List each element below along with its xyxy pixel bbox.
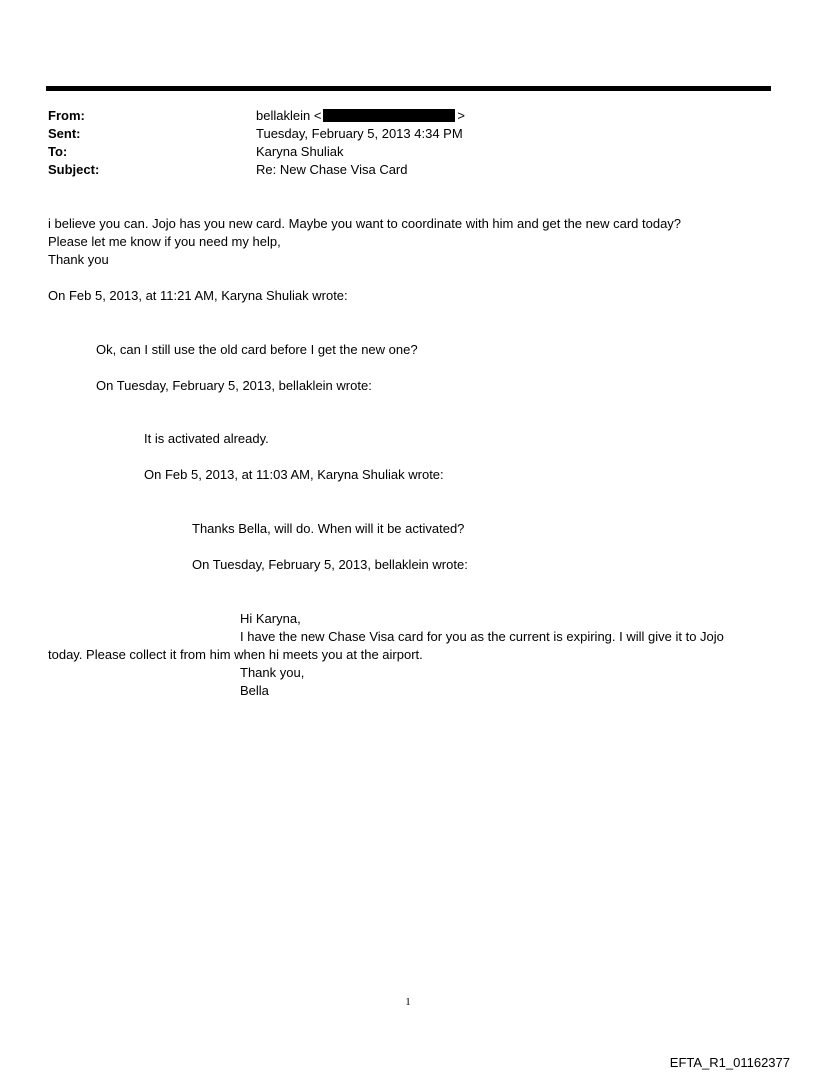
from-name: bellaklein < <box>256 108 322 123</box>
original-line: Bella <box>240 683 269 698</box>
from-close: > <box>457 108 465 123</box>
original-line: Hi Karyna, <box>240 611 301 626</box>
quote4-attribution: On Tuesday, February 5, 2013, bellaklein wrote: <box>192 557 468 572</box>
original-line: I have the new Chase Visa card for you as the current is expiring. I will give it to Jojo <box>240 629 724 644</box>
to-value: Karyna Shuliak <box>256 144 344 159</box>
quote2-attribution: On Tuesday, February 5, 2013, bellaklein wrote: <box>96 378 372 393</box>
document-id: EFTA_R1_01162377 <box>669 1055 790 1070</box>
sent-label: Sent: <box>48 126 81 141</box>
original-line: Thank you, <box>240 665 305 680</box>
subject-value: Re: New Chase Visa Card <box>256 162 408 177</box>
subject-label: Subject: <box>48 162 100 177</box>
quote3-text: Thanks Bella, will do. When will it be activated? <box>192 521 465 536</box>
sent-value: Tuesday, February 5, 2013 4:34 PM <box>256 126 463 141</box>
original-line: today. Please collect it from him when hi meets you at the airport. <box>48 647 423 662</box>
from-label: From: <box>48 108 85 123</box>
quote3-attribution: On Feb 5, 2013, at 11:03 AM, Karyna Shuliak wrote: <box>144 467 444 482</box>
to-label: To: <box>48 144 68 159</box>
redaction-bar <box>323 109 455 122</box>
from-value <box>256 107 465 125</box>
reply-line: i believe you can. Jojo has you new card. Maybe you want to coordinate with him and get the new card today? <box>48 216 682 231</box>
quote2-text: It is activated already. <box>144 431 269 446</box>
reply-line: Thank you <box>48 252 109 267</box>
reply-line: Please let me know if you need my help, <box>48 234 281 249</box>
quote1-attribution: On Feb 5, 2013, at 11:21 AM, Karyna Shuliak wrote: <box>48 288 348 303</box>
page-number: 1 <box>405 996 411 1008</box>
quote1-text: Ok, can I still use the old card before I get the new one? <box>96 342 418 357</box>
header-rule <box>46 86 771 91</box>
